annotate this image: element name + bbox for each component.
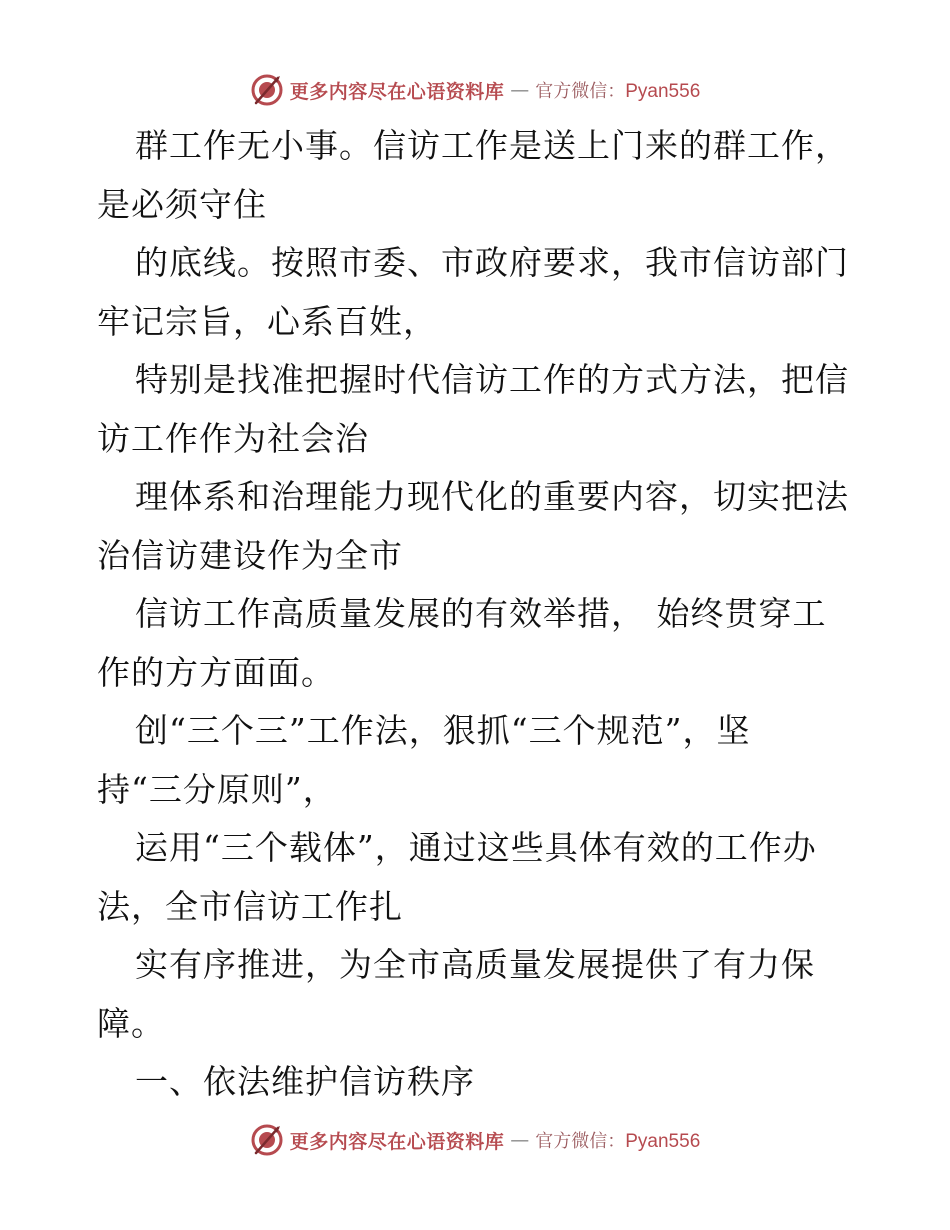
body-line: 群工作无小事。信访工作是送上门来的群工作，	[135, 126, 849, 165]
banner-separator: —	[510, 1129, 530, 1151]
banner-brand-text: 更多内容尽在心语资料库	[289, 1130, 505, 1153]
body-line: 的底线。按照市委、市政府要求，我市信访部门	[135, 243, 849, 282]
body-line: 障。	[97, 1003, 165, 1043]
footer-banner	[0, 1120, 950, 1160]
banner-contact	[535, 77, 700, 103]
body-line: 信访工作高质量发展的有效举措， 始终贯穿工	[135, 594, 827, 633]
body-line: 创“三个三”工作法，狠抓“三个规范”，坚	[135, 711, 751, 750]
banner-contact-label: 官方微信：	[535, 81, 626, 102]
body-line: 持“三分原则”，	[97, 769, 337, 809]
body-line: 特别是找准把握时代信访工作的方式方法，把信	[135, 360, 849, 399]
banner-brand-text: 更多内容尽在心语资料库	[289, 80, 505, 103]
banner-separator: —	[510, 79, 530, 101]
body-line: 运用“三个载体”，通过这些具体有效的工作办	[135, 828, 817, 867]
body-line: 是必须守住	[97, 184, 267, 224]
header-banner	[0, 70, 950, 110]
banner-contact-id: Pyan556	[625, 81, 701, 102]
body-line: 访工作作为社会治	[97, 418, 369, 458]
document-body	[97, 117, 857, 1112]
body-line: 作的方方面面。	[97, 652, 335, 692]
body-line: 法，全市信访工作扎	[97, 886, 403, 926]
body-line: 理体系和治理能力现代化的重要内容，切实把法	[135, 477, 849, 516]
banner-contact-label: 官方微信：	[535, 1131, 626, 1152]
body-line: 实有序推进，为全市高质量发展提供了有力保	[135, 945, 815, 984]
section-heading: 一、依法维护信访秩序	[135, 1062, 475, 1101]
banner-contact-id: Pyan556	[625, 1131, 701, 1152]
body-line: 治信访建设作为全市	[97, 535, 403, 575]
quill-seal-icon	[250, 1123, 284, 1157]
quill-seal-icon	[250, 73, 284, 107]
body-line: 牢记宗旨，心系百姓，	[97, 301, 437, 341]
banner-contact	[535, 1127, 700, 1153]
